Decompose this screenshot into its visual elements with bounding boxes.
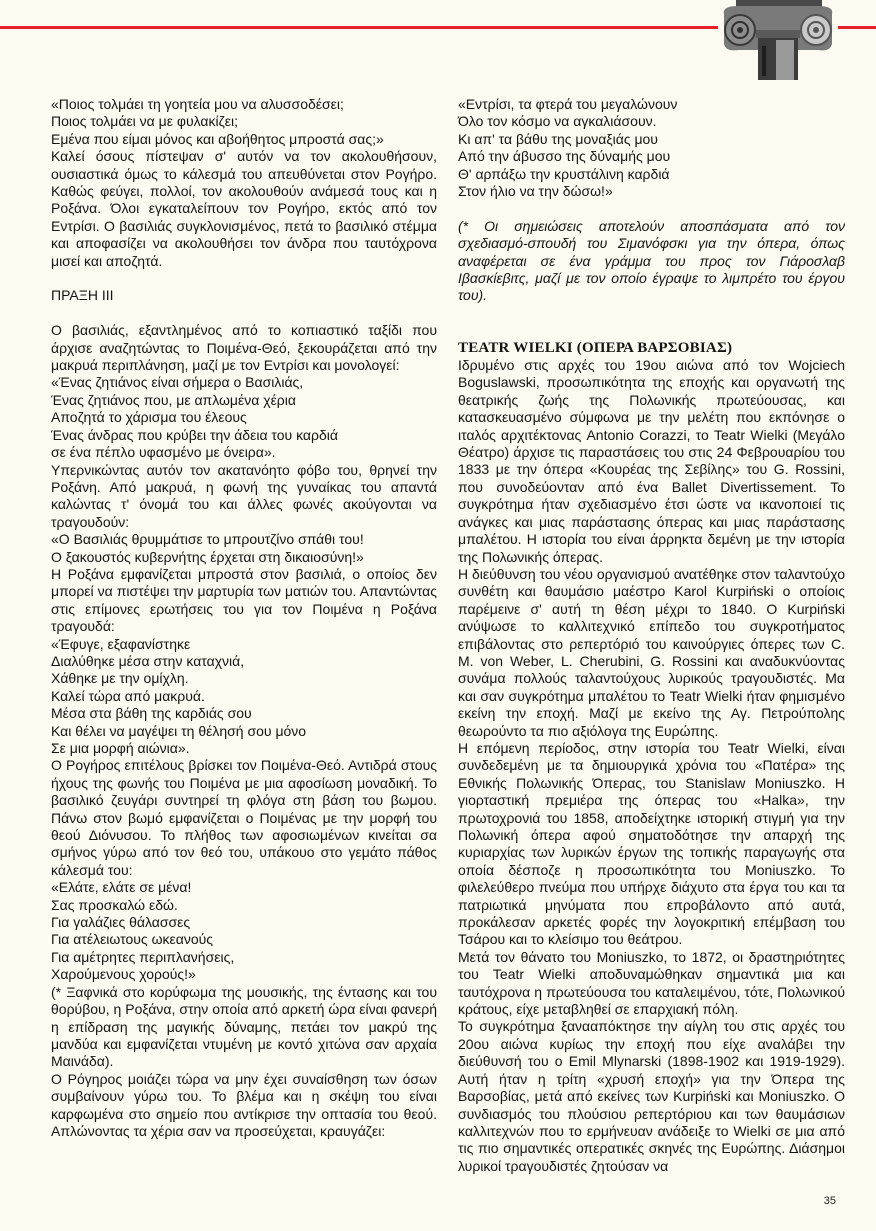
paragraph: Μετά τον θάνατο του Moniuszko, το 1872, οι δραστηριότητες του Teatr Wielki αποδυναμώθηκαν σημαντικά μια και ταυτόχρονα η πρωτεύουσα του καταλειμένου, τότε, Πολωνικού κράτους, είχε μεταβληθεί σε επαρχιακή πόλη. [458,948,845,1018]
verse-line: Για ατέλειωτους ωκεανούς [51,931,214,948]
verse-line: Από την άβυσσο της δύναμής μου [458,148,671,165]
paragraph: Η επόμενη περίοδος, στην ιστορία του Teatr Wielki, είναι συνδεδεμένη με τα δημιουργικά χρόνια του «Πατέρα» της Εθνικής Πολωνικής Όπερας, του Stanislaw Moniuszko. Η γιορταστική πρεμιέρα της όπερας του «Halka», την πρωτοχρονιά του 1858, αποδείχτηκε ιστορική στιγμή για την Πολωνική όπερα αφού σηματοδότησε την απαρχή της κυριαρχίας των λυρικών έργων της τοπικής παραγωγής στα οποία δέσποζε η προσωπικότητα του Moniuszko. Το φιλελεύθερο πνεύμα που υπήρχε διάχυτο στα έργα του και τα πατριωτικά μηνύματα που επροβάλοντο από αυτά, προκάλεσαν αρκετές φορές την λογοκριτική επέμβαση του Τσάρου και το κλείσιμο του θεάτρου. [458,739,845,948]
left-column [51,96,437,1140]
stage-note: (* Ξαφνικά στο κορύφωμα της μουσικής, της έντασης και του θορύβου, η Ροξάνα, στην οποία από αρκετή ώρα είναι φανερή η επίδραση της μαγικής δύναμης, πετάει τον μακρύ της μανδύα και εμφανίζεται ντυμένη με κοντό χιτώνα σαν αρχαία Μαινάδα). [51,983,437,1070]
verse-line: «Ελάτε, ελάτε σε μένα! [51,879,192,896]
verse-line: Όλο τον κόσμο να αγκαλιάσουν. [458,113,657,130]
verse-line: Μέσα στα βάθη της καρδιάς σου [51,705,252,722]
two-column-body [51,0,845,1175]
verse-line: Χάθηκε με την ομίχλη. [51,670,189,687]
verse-line: «Ένας ζητιάνος είναι σήμερα ο Βασιλιάς, [51,374,304,391]
footnote: (* Οι σημειώσεις αποτελούν αποσπάσματα από τον σχεδιασμό-σπουδή του Σιμανόφσκι για την όπερα, όπως αναφέρεται σε ένα γράμμα του προς τον Γιάροσλαβ Ιβασκίεβιτς, μαζί με τον οποίο έγραψε το λιμπρέτο του έργου του). [458,217,845,304]
verse-line: Ποιος τολμάει να με φυλακίζει; [51,113,239,130]
verse-block [51,636,437,758]
verse-line: Κι απ' τα βάθυ της μοναξιάς μου [458,130,658,147]
verse-line: Διαλύθηκε μέσα στην καταχνιά, [51,652,245,669]
paragraph: Υπερνικώντας αυτόν τον ακατανόητο φόβο του, θρηνεί την Ροξάνη. Από μακρυά, η φωνή της γυναίκας του απαντά καλώντας τ' όνομά του και άλλες φωνές ακούγονται να τραγουδούν: [51,461,437,530]
paragraph: Ο Ρόγηρος μοιάζει τώρα να μην έχει συναίσθηση των όσων συμβαίνουν γύρω του. Το βλέμα και η σκέψη του είναι καρφωμένα στο σημείο που αντίκρισε την οπτασία του θεού. Απλώνοντας τα χέρια σαν να προσεύχεται, κραυγάζει: [51,1070,437,1139]
verse-block [51,879,437,983]
act-title: ΠΡΑΞΗ ΙΙΙ [51,287,114,304]
verse-block [51,531,437,566]
verse-line: «Ποιος τολμάει τη γοητεία μου να αλυσσοδέσει; [51,96,344,112]
verse-line: Σας προσκαλώ εδώ. [51,896,178,913]
verse-line: Σε μια μορφή αιώνια». [51,740,190,756]
verse-line: Στον ήλιο να την δώσω!» [458,183,613,200]
paragraph: Ιδρυμένο στις αρχές του 19ου αιώνα από τον Wojciech Boguslawski, προσωπικότητα της εποχής και οργανωτή της θεατρικής ζωής της Πολωνικής πρωτεύουσας, και κατασκευασμένο σύμφωνα με την μελέτη που εκπόνησε ο ιταλός αρχιτέκτονας Antonio Corazzi, το Teatr Wielki (Μεγάλο Θέατρο) άρχισε τις παραστάσεις του στις 24 Φεβρουαρίου του 1833 με την όπερα «Κουρέας της Σεβίλης» του G. Rossini, που συνοδεύονταν από ένα Ballet Divertissement. Το συγκρότημα ήταν σχεδιασμένο έτσι ώστε να ικανοποιεί τις ανάγκες και μιας παράστασης όπερας και μιας παράστασης μπαλέτου. Η ιστορία του είναι άρρηκτα δεμένη με την ιστορία της Πολωνικής όπερας. [458,357,845,565]
paragraph: Ο βασιλιάς, εξαντλημένος από το κοπιαστικό ταξίδι που άρχισε αναζητώντας το Ποιμένα-Θεό, ξεκουράζεται από την μακρυά περιπλάνηση, μαζί με τον Εντρίσι και μονολογεί: [51,322,437,374]
verse-line: Για γαλάζιες θάλασσες [51,914,191,931]
verse-line: Καλεί τώρα από μακρυά. [51,687,205,704]
section-heading: TEATR WIELKI (ΟΠΕΡΑ ΒΑΡΣΟΒΙΑΣ) [458,339,733,356]
verse-line: Για αμέτρητες περιπλανήσεις, [51,948,235,965]
paragraph: Ο Ρογήρος επιτέλους βρίσκει τον Ποιμένα-Θεό. Αντιδρά στους ήχους της φωνής του Ποιμένα με μια αφοσίωση μοναδική. Το βασιλικό ζευγάρι συντηρεί τη φλόγα στη βάση του βωμου. Πάνω στον βωμό εμφανίζεται ο Ποιμένας με την μορφή του θεού Διόνυσου. Το πλήθος των αφοσιωμένων κινείται σα σμήνος γύρω από τον θεό του, υπάκουο στο γεμάτο πάθος κάλεσμά του: [51,757,437,878]
verse-block [458,96,845,200]
verse-line: Ένας ζητιάνος που, με απλωμένα χέρια [51,391,296,408]
verse-line: Χαρούμενους χορούς!» [51,966,196,983]
verse-line: Ο ξακουστός κυβερνήτης έρχεται στη δικαιοσύνη!» [51,548,364,565]
verse-line: «Έφυγε, εξαφανίστηκε [51,635,191,652]
verse-line: «Εντρίσι, τα φτερά του μεγαλώνουν [458,96,678,112]
verse-line: «Ο Βασιλιάς θρυμμάτισε το μπρουτζίνο σπάθι του! [51,531,364,548]
verse-line: Εμένα που είμαι μόνος και αβοήθητος μπροστά σας;» [51,130,384,147]
paragraph: Το συγκρότημα ξανααπόκτησε την αίγλη του στις αρχές του 20ου αιώνα κυρίως την εποχή που είχε αναλάβει την διεύθυνσή του ο Emil Mlynarski (1898-1902 και 1919-1929). Αυτή ήταν η τρίτη «χρυσή εποχή» για την Όπερα της Βαρσοβίας, μετά από εκείνες των Kurpiński και Moniuszko. Ο συνδιασμός του πλούσιου ρεπερτόριου και των θαυμάσιων καλλιτεχνών που το ερμήνευαν ανάδειξε το Wielki σε μια από τις πιο σημαντικές οπερατικές σκηνές της Ευρώπης. Διάσημοι λυρικοί τραγουδιστές ζητούσαν να [458,1018,845,1174]
paragraph: Η διεύθυνση του νέου οργανισμού ανατέθηκε στον ταλαντούχο συνθέτη και θαυμάσιο μαέστρο Karol Kurpiński ο οποίοις παρέμεινε σ' αυτή τη θέση μέχρι το 1840. Ο Kurpiński ανύψωσε το καλλιτεχνικό επίπεδο του συγκροτήματος επιβάλοντας στο ρεπερτόριό του καινούργιες όπερες των C. M. von Weber, L. Cherubini, G. Rossini και αναδυκνύοντας συνάμα πολλούς ταλαντούχους λυρικούς τραγουδιστές. Μα και σαν συγκρότημα μπαλέτου το Teatr Wielki ήταν φημισμένο εκείνη την εποχή. Μαζί με εκείνο της Αγ. Πετρούπολης θεωρούντο τα πιο αξιόλογα της Ευρώπης. [458,565,845,739]
paragraph: Καλεί όσους πίστεψαν σ' αυτόν να τον ακολουθήσουν, ουσιαστικά όμως το κάλεσμά του απευθύνεται στον Ρογήρο. Καθώς φεύγει, πολλοί, τον ακολουθούν ανάμεσά τους και η Ροξάνα. Όλοι εγκαταλείπουν τον Ρογήρο, εκτός από τον Εντρίσι. Ο βασιλιάς συγκλονισμένος, πετά το βασιλικό στέμμα και αποφασίζει να ακολουθήσει τον άνδρα που ταυτόχρονα μισεί και αποζητά. [51,148,437,269]
verse-line: Θ' αρπάξω την κρυστάλινη καρδιά [458,165,670,182]
verse-line: σε ένα πέπλο υφασμένο με όνειρα». [51,444,276,461]
page-number: 35 [823,1195,836,1208]
paragraph: Η Ροξάνα εμφανίζεται μπροστά στον βασιλιά, ο οποίος δεν μπορεί να πιστέψει την μαρτυρία των ματιών του. Απαντώντας στις επίμονες ερωτήσεις του για τον Ποιμένα η Ροξάνα τραγουδά: [51,565,437,635]
verse-block [51,96,437,148]
verse-line: Ένας άνδρας που κρύβει την άδεια του καρδιά [51,426,338,443]
verse-line: Και θέλει να μαγέψει τη θέλησή σου μόνο [51,722,307,739]
page-footer [0,1187,876,1231]
right-column [458,96,845,1175]
verse-block [51,374,437,461]
verse-line: Αποζητά το χάρισμα του έλεους [51,409,247,426]
